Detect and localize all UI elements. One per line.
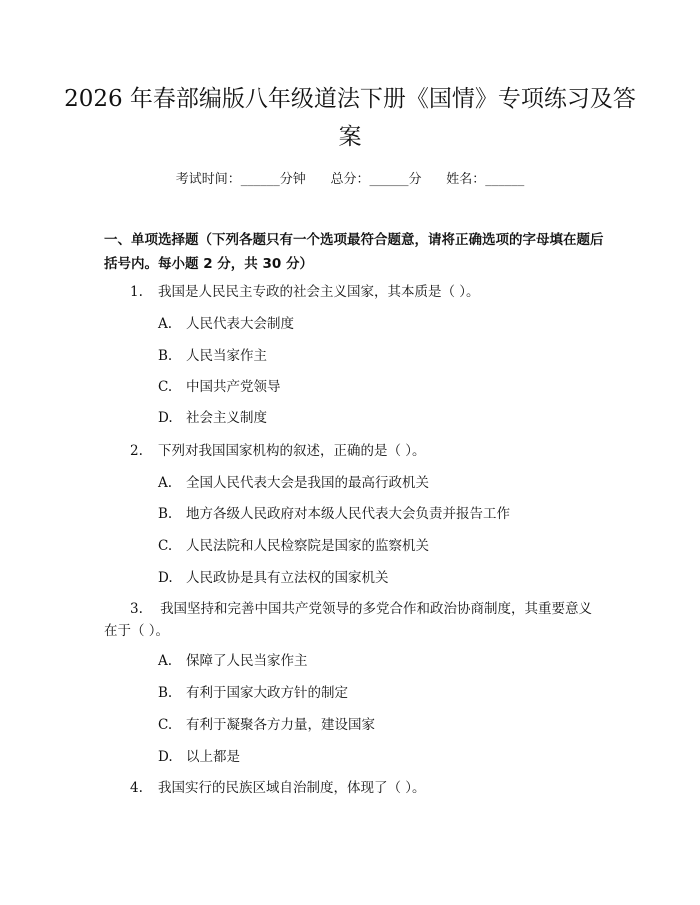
option-text: 社会主义制度 [186,410,267,426]
option-letter: B. [158,506,173,522]
option-letter: A. [158,316,173,332]
option-text: 以上都是 [186,749,240,765]
option-2b [158,504,510,524]
document-title: 2026 年春部编版八年级道法下册《国情》专项练习及答案 [64,86,636,150]
option-text: 人民政协是具有立法权的国家机关 [186,570,389,586]
option-text: 中国共产党领导 [186,379,281,395]
option-text: 有利于凝聚各方力量，建设国家 [186,717,375,733]
option-letter: B. [158,348,173,364]
option-text: 保障了人民当家作主 [186,653,308,669]
question-text: 我国实行的民族区域自治制度，体现了（ ）。 [158,780,426,796]
option-letter: C. [158,538,173,554]
option-text: 人民当家作主 [186,348,267,364]
option-3a [158,651,308,671]
option-3b [158,683,348,703]
option-1a [158,314,294,334]
option-text: 有利于国家大政方针的制定 [186,685,348,701]
question-1 [104,281,604,303]
question-number: 1. [130,284,143,300]
option-3c [158,715,375,735]
option-text: 地方各级人民政府对本级人民代表大会负责并报告工作 [186,506,510,522]
option-text: 全国人民代表大会是我国的最高行政机关 [186,475,429,491]
option-text: 人民法院和人民检察院是国家的监察机关 [186,538,429,554]
option-1b [158,346,267,366]
option-2c [158,536,429,556]
option-letter: B. [158,685,173,701]
option-1d [158,408,267,428]
section-heading: 一、单项选择题（下列各题只有一个选项最符合题意，请将正确选项的字母填在题后括号内。每小题 2 分，共 30 分） [104,232,604,272]
option-3d [158,747,240,767]
option-2d [158,568,389,588]
question-text: 我国是人民民主专政的社会主义国家，其本质是（ ）。 [158,284,480,300]
option-letter: A. [158,653,173,669]
option-letter: C. [158,379,173,395]
option-letter: D. [158,410,173,426]
question-text: 我国坚持和完善中国共产党领导的多党合作和政治协商制度，其重要意义在于（ ）。 [104,601,593,639]
option-letter: C. [158,717,173,733]
option-letter: A. [158,475,173,491]
exam-meta-line: 考试时间：______分钟 总分：______分 姓名：______ [175,172,525,187]
question-3 [104,598,604,642]
question-4 [104,777,604,799]
option-letter: D. [158,570,173,586]
question-number: 3. [130,601,143,617]
question-2 [104,440,604,462]
option-letter: D. [158,749,173,765]
question-number: 4. [130,780,143,796]
option-1c [158,377,281,397]
question-text: 下列对我国国家机构的叙述，正确的是（ ）。 [158,443,426,459]
option-text: 人民代表大会制度 [186,316,294,332]
option-2a [158,473,429,493]
question-number: 2. [130,443,143,459]
